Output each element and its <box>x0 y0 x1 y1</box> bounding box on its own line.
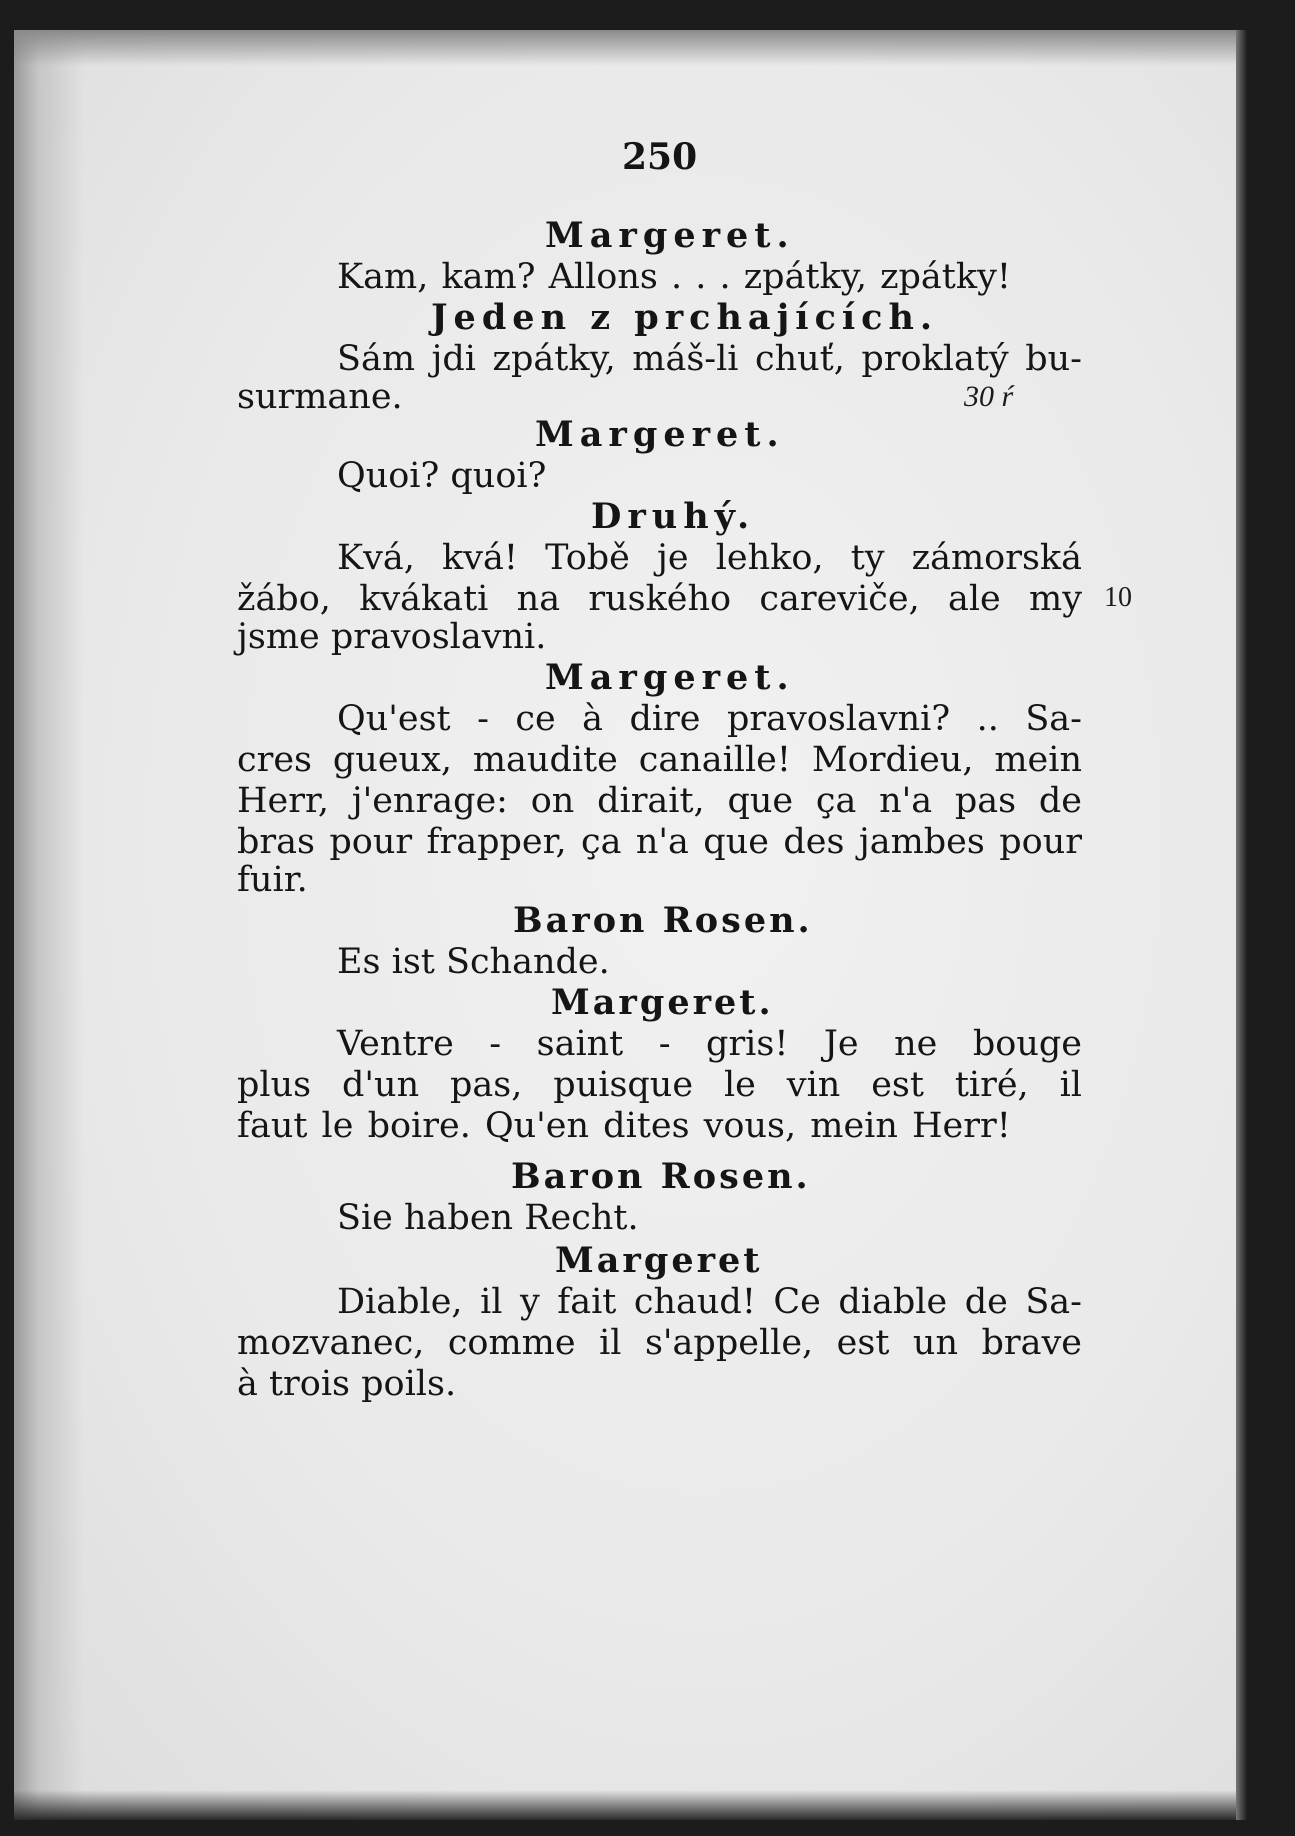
speech-line: Ventre - saint - gris! Je ne bouge <box>337 1024 1082 1064</box>
speaker-heading: Margeret. <box>545 215 795 256</box>
speech-line: cres gueux, maudite canaille! Mordieu, mein <box>237 740 1082 780</box>
margin-line-number: 10 <box>1104 582 1132 613</box>
speaker-heading: Jeden z prchajících. <box>431 297 939 338</box>
speech-line: à trois poils. <box>237 1364 457 1404</box>
speaker-heading: Margeret. <box>535 414 785 455</box>
page-bottom-edge <box>14 1790 1264 1820</box>
speech-line: Es ist Schande. <box>337 942 610 982</box>
speaker-heading: Baron Rosen. <box>511 1156 811 1197</box>
speech-line: fuir. <box>237 860 308 900</box>
speaker-heading: Margeret. <box>551 982 774 1023</box>
pencil-annotation: 30 ŕ <box>964 380 1014 413</box>
speech-line: Qu'est - ce à dire pravoslavni? .. Sa- <box>337 699 1082 739</box>
speech-line: Sie haben Recht. <box>337 1198 639 1238</box>
page-number: 250 <box>622 136 698 178</box>
speech-line: Sám jdi zpátky, máš-li chuť, proklatý bu- <box>337 339 1082 379</box>
speech-line: jsme pravoslavni. <box>237 617 547 657</box>
speech-line: Quoi? quoi? <box>337 456 547 496</box>
page-top-edge <box>14 30 1264 66</box>
speech-line: Herr, j'enrage: on dirait, que ça n'a pas de <box>237 781 1082 821</box>
speech-line: Kam, kam? Allons . . . zpátky, zpátky! <box>337 257 1011 297</box>
speech-line: Diable, il y fait chaud! Ce diable de Sa- <box>337 1282 1082 1322</box>
speech-line: surmane. <box>237 377 403 417</box>
speech-line: bras pour frapper, ça n'a que des jambes pour <box>237 822 1082 862</box>
speech-line: faut le boire. Qu'en dites vous, mein Herr! <box>237 1106 1011 1146</box>
speaker-heading: Druhý. <box>591 496 756 537</box>
speech-line: plus d'un pas, puisque le vin est tiré, il <box>237 1065 1082 1105</box>
book-page <box>14 30 1264 1820</box>
speech-line: mozvanec, comme il s'appelle, est un brave <box>237 1323 1082 1363</box>
page-gutter-shadow <box>14 30 84 1820</box>
speech-line: žábo, kvákati na ruského careviče, ale my <box>237 579 1082 619</box>
speech-line: Kvá, kvá! Tobě je lehko, ty zámorská <box>337 538 1082 578</box>
speaker-heading: Margeret <box>555 1240 763 1281</box>
speaker-heading: Margeret. <box>545 657 795 698</box>
speaker-heading: Baron Rosen. <box>513 900 813 941</box>
page-right-edge <box>1236 30 1264 1820</box>
